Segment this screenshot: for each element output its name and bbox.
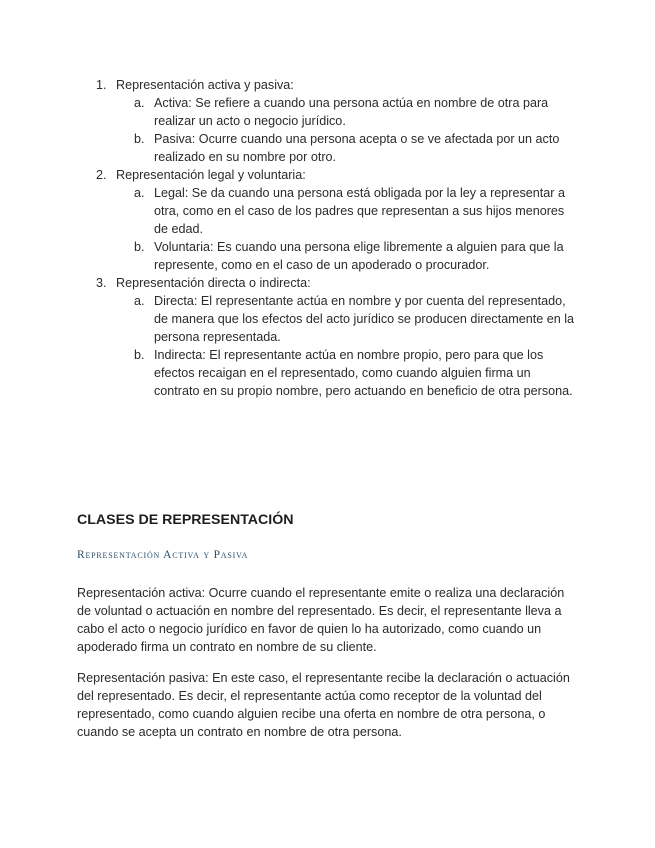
list-item-3 <box>0 274 655 400</box>
sub-item-3a <box>0 292 655 346</box>
sub-item-text: Pasiva: Ocurre cuando una persona acepta o se ve afectada por un acto realizado en su nombre por otro. <box>154 132 560 164</box>
list-item-label: Representación legal y voluntaria: <box>116 168 306 182</box>
sub-letter: a. <box>134 96 145 110</box>
sub-item-2b <box>0 238 655 274</box>
sub-item-1b <box>0 130 655 166</box>
sub-item-2a <box>0 184 655 238</box>
sub-item-text: Indirecta: El representante actúa en nombre propio, pero para que los efectos recaigan en el representado, como cuando alguien firma un contrato en su propio nombre, pero actuando en beneficio de otra persona. <box>154 348 573 398</box>
sub-item-text: Legal: Se da cuando una persona está obligada por la ley a representar a otra, como en el caso de los padres que representan a sus hijos menores de edad. <box>154 186 565 236</box>
sub-item-3b <box>0 346 655 400</box>
paragraph-active: Representación activa: Ocurre cuando el representante emite o realiza una declaración de voluntad o actuación en nombre del representado. Es decir, el representante lleva a cabo el acto o negocio jurídico en favor de quien lo ha autorizado, como cuando un apoderado firma un contrato en nombre de su cliente. <box>77 586 565 654</box>
paragraph-passive: Representación pasiva: En este caso, el representante recibe la declaración o actuación del representado. Es decir, el representante actúa como receptor de la voluntad del representado, como cuando alguien recibe una oferta en nombre de otra persona, o cuando se acepta un contrato en nombre de otra persona. <box>77 671 570 739</box>
sub-item-text: Activa: Se refiere a cuando una persona actúa en nombre de otra para realizar un acto o negocio jurídico. <box>154 96 549 128</box>
sub-item-text: Directa: El representante actúa en nombre y por cuenta del representado, de manera que los efectos del acto jurídico se producen directamente en la persona representada. <box>154 294 575 344</box>
sub-letter: b. <box>134 132 145 146</box>
list-number: 1. <box>96 78 107 92</box>
sub-item-1a <box>0 94 655 130</box>
list-item-1 <box>0 76 655 166</box>
sub-letter: a. <box>134 186 145 200</box>
list-item-label: Representación directa o indirecta: <box>116 276 311 290</box>
list-number: 2. <box>96 168 107 182</box>
representation-list <box>0 76 655 400</box>
list-item-label: Representación activa y pasiva: <box>116 78 294 92</box>
sub-letter: b. <box>134 348 145 362</box>
list-number: 3. <box>96 276 107 290</box>
section-title: CLASES DE REPRESENTACIÓN <box>77 512 294 528</box>
list-item-2 <box>0 166 655 274</box>
section-subheading: Representación Activa y Pasiva <box>77 549 249 561</box>
sub-letter: b. <box>134 240 145 254</box>
sub-letter: a. <box>134 294 145 308</box>
sub-item-text: Voluntaria: Es cuando una persona elige libremente a alguien para que la represente, como en el caso de un apoderado o procurador. <box>154 240 564 272</box>
